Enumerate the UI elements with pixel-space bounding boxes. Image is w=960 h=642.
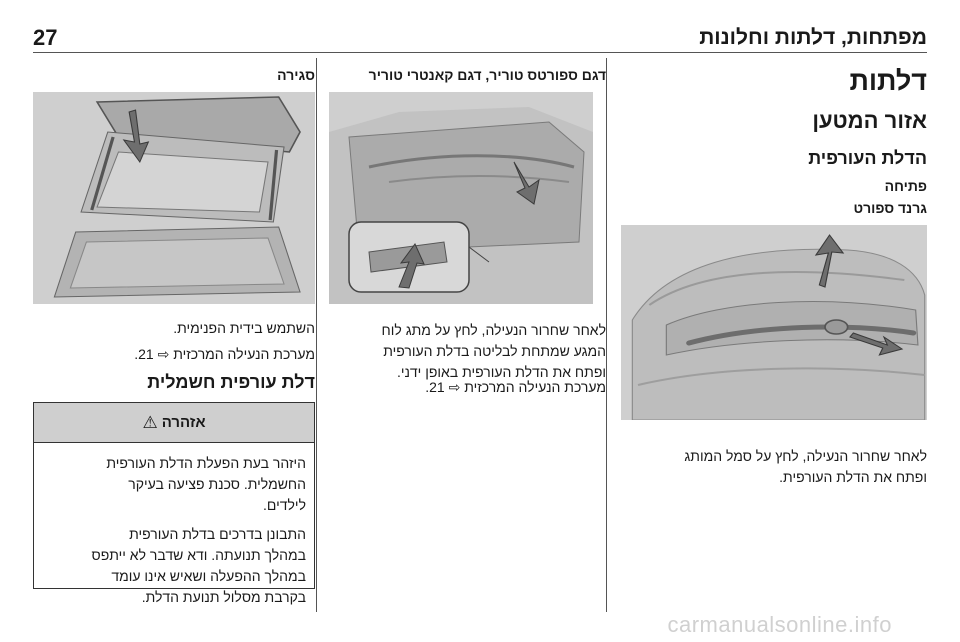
section-heading-opening: פתיחה [884,178,927,194]
page-number: 27 [33,25,58,50]
text-line: בקרבת מסלול תנועת הדלת. [141,589,306,605]
tailgate-sports-tourer-figure [329,92,593,304]
warning-triangle-icon: ⚠ [142,412,158,432]
section-heading-closing: סגירה [277,67,315,83]
central-locking-reference: מערכת הנעילה המרכזית ⇨ 21. [134,346,315,362]
text-line: במהלך ההפעלה ושאיש אינו עומד [111,568,306,584]
section-heading-tourer-models: דגם ספורטס טוריר, דגם קאנטרי טוריר [368,67,606,83]
warning-body [34,443,314,608]
closing-instructions: השתמש בידית הפנימית. [173,320,315,336]
text-line: לילדים. [263,497,306,513]
header-title: מפתחות, דלתות וחלונות [699,26,927,49]
tourer-opening-instructions [316,320,606,383]
car-rear-tourer-illustration [329,92,593,304]
text-line: לאחר שחרור הנעילה, לחץ על מתג לוח [381,322,606,338]
right-column [606,58,927,612]
central-locking-reference: מערכת הנעילה המרכזית ⇨ 21. [425,379,606,395]
open-trunk-illustration [33,92,315,304]
text-line: ופתח את הדלת העורפית. [779,469,927,485]
tailgate-closing-figure [33,92,315,304]
section-heading-tailgate: הדלת העורפית [808,148,927,168]
section-heading-model: גרנד ספורט [853,200,927,216]
opening-instructions [606,446,927,488]
text-line: במהלך תנועתה. ודא שדבר לא ייתפס [91,547,306,563]
text-line: החשמלית. סכנת פציעה בעיקר [128,476,306,492]
text-line: התבונן בדרכים בדלת העורפית [129,526,306,542]
text-line: ופתח את הדלת העורפית באופן ידני. [396,364,606,380]
warning-title: אזהרה [161,414,206,431]
text-line: היזהר בעת הפעלת הדלת העורפית [106,455,306,471]
header-rule [33,52,927,53]
text-line: המגע שמתחת לבליטה בדלת העורפית [383,343,606,359]
text-line: לאחר שחרור הנעילה, לחץ על סמל המותג [684,448,927,464]
page-header [33,25,927,53]
middle-column [316,58,606,612]
section-heading-doors: דלתות [849,66,927,96]
watermark: carmanualsonline.info [667,612,892,637]
left-column [33,58,315,612]
warning-paragraph [42,524,306,608]
warning-header [34,403,314,443]
warning-paragraph [42,453,306,516]
section-heading-cargo: אזור המטען [812,108,927,133]
section-heading-power-tailgate: דלת עורפית חשמלית [147,372,315,392]
warning-box [33,402,315,605]
tailgate-grand-sport-figure [621,225,927,420]
car-rear-illustration [621,225,927,420]
